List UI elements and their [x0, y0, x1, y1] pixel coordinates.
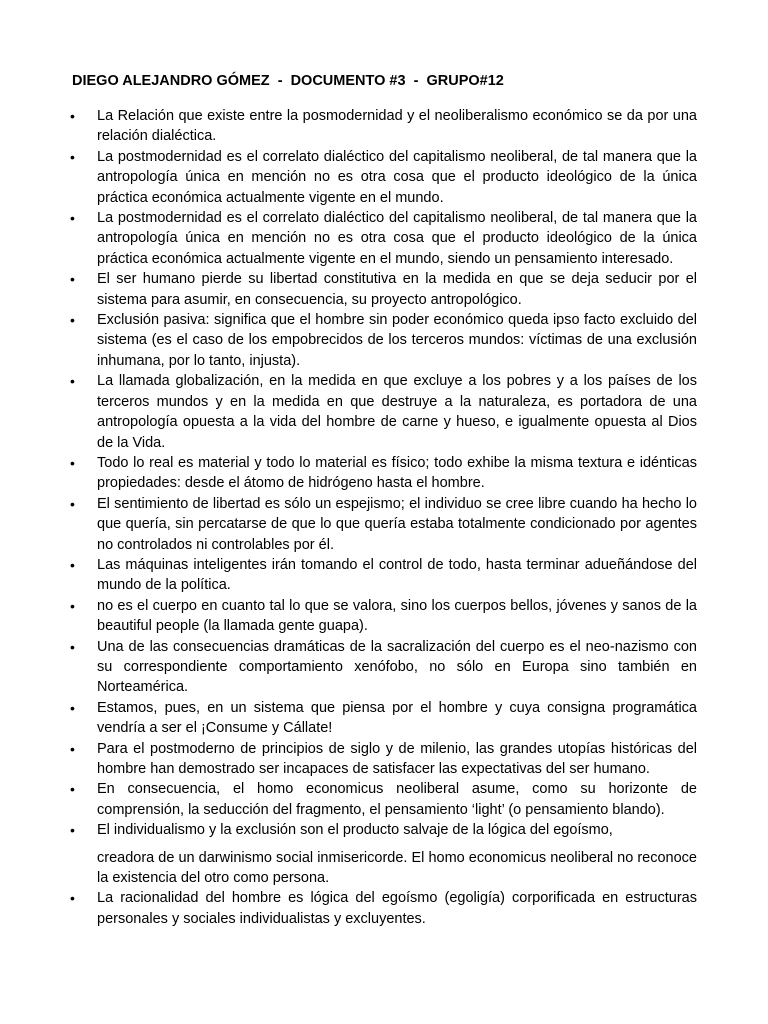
list-item-text: La racionalidad del hombre es lógica del egoísmo (egoligía) corporificada en estructuras personales y sociales individualistas y excluyentes.	[97, 890, 697, 927]
list-item-text: Para el postmoderno de principios de siglo y de milenio, las grandes utopías históricas del hombre han demostrado ser incapaces de satisfacer las expectativas del ser humano.	[97, 740, 697, 777]
list-item	[0, 147, 697, 208]
list-item-text: El sentimiento de libertad es sólo un espejismo; el individuo se cree libre cuando ha hecho lo que quería, sin percatarse de que lo que quería estaba totalmente condicionado por agentes no controlados ni controlables por él.	[97, 495, 697, 553]
list-item	[0, 739, 697, 780]
list-item	[0, 596, 697, 637]
list-item	[0, 371, 697, 453]
bullet-icon: •	[70, 312, 75, 329]
bullet-list	[0, 106, 768, 929]
bullet-icon: •	[70, 740, 75, 757]
list-item	[0, 637, 697, 698]
list-item-text: Una de las consecuencias dramáticas de la sacralización del cuerpo es el neo-nazismo con su correspondiente comportamiento xenófobo, no sólo en Europa sino también en Norteamérica.	[97, 638, 697, 696]
list-item-text: La llamada globalización, en la medida en que excluye a los pobres y a los países de los terceros mundos y en la medida en que destruye a la naturaleza, es portadora de una antropología opuesta a la vida del hombre de carne y hueso, e igualmente opuesta al Dios de la Vida.	[97, 373, 697, 451]
list-item-text: Estamos, pues, en un sistema que piensa por el hombre y cuya consigna programática vendría a ser el ¡Consume y Cállate!	[97, 699, 697, 737]
list-item-text: no es el cuerpo en cuanto tal lo que se valora, sino los cuerpos bellos, jóvenes y sanos de la beautiful people (la llamada gente guapa).	[97, 597, 697, 635]
bullet-icon: •	[70, 148, 75, 165]
list-item	[0, 820, 697, 888]
list-item-text: Todo lo real es material y todo lo material es físico; todo exhibe la misma textura e idénticas propiedades: desde el átomo de hidrógeno hasta el hombre.	[97, 454, 697, 492]
list-item-text: El individualismo y la exclusión son el producto salvaje de la lógica del egoísmo,	[97, 822, 613, 839]
bullet-icon: •	[70, 597, 75, 614]
bullet-icon: •	[70, 699, 75, 716]
bullet-icon: •	[70, 822, 75, 839]
bullet-icon: •	[70, 210, 75, 227]
list-item	[0, 888, 697, 929]
bullet-icon: •	[70, 890, 75, 907]
list-item	[0, 106, 697, 147]
document-title: DIEGO ALEJANDRO GÓMEZ - DOCUMENTO #3 - GRUPO#12	[72, 73, 504, 89]
bullet-icon: •	[70, 454, 75, 471]
bullet-icon: •	[70, 271, 75, 288]
list-item	[0, 310, 697, 371]
list-item-text: Exclusión pasiva: significa que el hombre sin poder económico queda ipso facto excluido del sistema (es el caso de los empobrecidos de los terceros mundos: víctimas de una exclusión inhumana, por lo tanto, injusta).	[97, 312, 697, 369]
list-item-text: En consecuencia, el homo economicus neoliberal asume, como su horizonte de comprensión, la seducción del fragmento, el pensamiento ‘light’ (o pensamiento blando).	[97, 781, 697, 818]
bullet-icon: •	[70, 373, 75, 390]
list-item-text: La postmodernidad es el correlato dialéctico del capitalismo neoliberal, de tal manera que la antropología única en mención no es otra cosa que el producto ideológico de la única práctica económica actualmente vigente en el mundo.	[97, 148, 697, 206]
list-item	[0, 698, 697, 739]
list-item	[0, 208, 697, 269]
bullet-icon: •	[70, 556, 75, 573]
list-item-text: La Relación que existe entre la posmodernidad y el neoliberalismo económico se da por una relación dialéctica.	[97, 108, 697, 145]
bullet-icon: •	[70, 638, 75, 655]
bullet-icon: •	[70, 781, 75, 798]
bullet-icon: •	[70, 108, 75, 124]
list-item	[0, 555, 697, 596]
list-item	[0, 269, 697, 310]
list-item	[0, 494, 697, 555]
list-item-text: Las máquinas inteligentes irán tomando el control de todo, hasta terminar adueñándose del mundo de la política.	[97, 556, 697, 594]
list-item	[0, 453, 697, 494]
list-item	[0, 779, 697, 820]
bullet-icon: •	[70, 495, 75, 512]
list-item-text-continued: creadora de un darwinismo social inmisericorde. El homo economicus neoliberal no reconoce la existencia del otro como persona.	[97, 849, 697, 887]
list-item-text: La postmodernidad es el correlato dialéctico del capitalismo neoliberal, de tal manera que la antropología única en mención no es otra cosa que el producto ideológico de la única práctica económica actualmente vigente en el mundo, siendo un pensamiento interesado.	[97, 210, 697, 267]
list-item-text: El ser humano pierde su libertad constitutiva en la medida en que se deja seducir por el sistema para asumir, en consecuencia, su proyecto antropológico.	[97, 271, 697, 308]
